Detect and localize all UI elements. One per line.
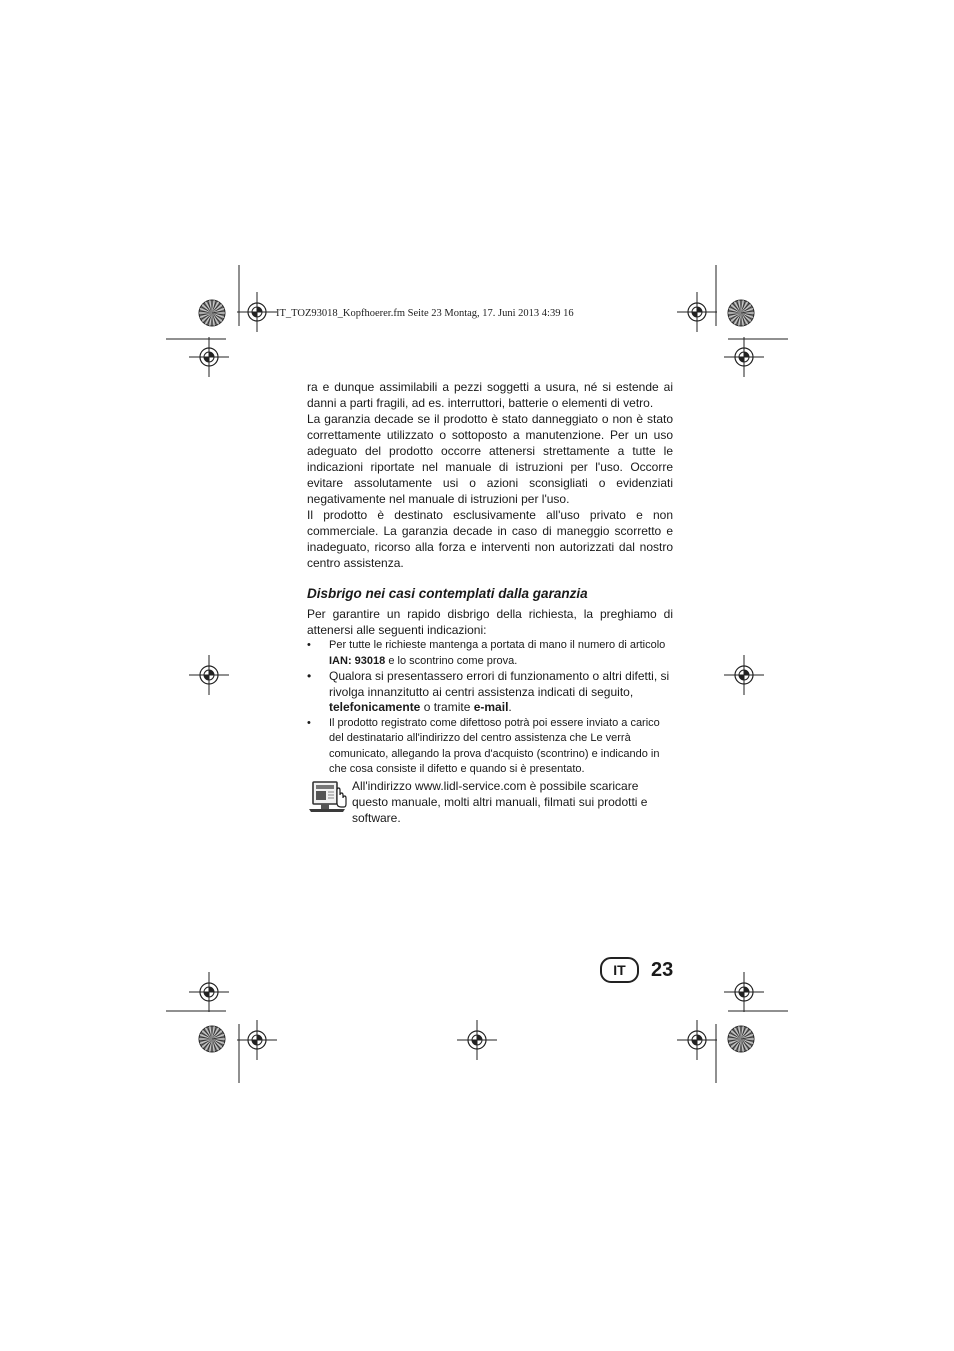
color-star-target-icon [728,300,754,326]
registration-crosshair-icon [457,1020,497,1060]
section-heading: Disbrigo nei casi contemplati dalla garanzia [307,586,588,601]
email-contact: e-mail [473,700,509,714]
ian-number: IAN: 93018 [329,654,386,667]
registration-crosshair-icon [189,337,229,377]
phone-contact: telefonicamente [329,700,421,714]
page-content [307,379,673,826]
paragraph-private-use: Il prodotto è destinato esclusivamente all'uso privato e non commerciale. La garanzia decade in caso di maneggio scorretto e inadeguato, ricorso alla forza e interventi non autorizzati dal nostro centro assistenza. [307,508,673,570]
paragraph-warranty-void: La garanzia decade se il prodotto è stato danneggiato o non è stato correttamente utilizzato o sottoposto a manutenzione. Per un uso adeguato del prodotto occorre attenersi strettamente a tutte le indicazioni riportate nel manuale di istruzioni per l'uso. Occorre evitare assolutamente usi o azioni sconsigliati o evidenziati negativamente nel manuale di istruzioni per l'uso. [307,412,673,506]
bullet: • [307,716,311,729]
page-footer [600,957,673,983]
file-info-header: IT_TOZ93018_Kopfhoerer.fm Seite 23 Montag, 17. Juni 2013 4:39 16 [276,308,574,319]
instruction-list [307,638,673,778]
language-badge: IT [600,957,639,983]
registration-crosshair-icon [237,1020,277,1060]
registration-crosshair-icon [237,292,277,332]
bullet: • [307,669,312,683]
registration-crosshair-icon [189,655,229,695]
web-note [307,778,673,826]
registration-crosshair-icon [724,655,764,695]
registration-crosshair-icon [189,972,229,1012]
list-item: • Qualora si presentassero errori di funzionamento o altri difetti, si rivolga innanzitutto ai centri assistenza indicati di seguito, telefonicamente o tramite e-mail. [307,669,670,714]
registration-crosshair-icon [677,1020,717,1060]
bullet: • [307,639,311,651]
list-item: • Per tutte le richieste mantenga a portata di mano il numero di articolo IAN: 93018 e lo scontrino come prova. [307,639,666,667]
list-item: • Il prodotto registrato come difettoso potrà poi essere inviato a carico del destinatario all'indirizzo del centro assistenza che Le verrà comunicato, allegando la prova d'acquisto (scontrino) e indicando in che cosa consiste il difetto e quando si è presentato. [307,716,660,775]
registration-crosshair-icon [724,972,764,1012]
web-note-text: All'indirizzo www.lidl-service.com è possibile scaricare questo manuale, molti altri manuali, filmati sui prodotti e software. [352,778,648,825]
computer-monitor-with-hand-cursor-icon [307,779,347,813]
registration-crosshair-icon [724,337,764,377]
color-star-target-icon [728,1026,754,1052]
color-star-target-icon [199,1026,225,1052]
color-star-target-icon [199,300,225,326]
page-number: 23 [651,958,674,981]
registration-crosshair-icon [677,292,717,332]
paragraph-wear-parts: ra e dunque assimilabili a pezzi soggetti a usura, né si estende ai danni a parti fragili, ad es. interruttori, batterie o elementi di vetro. [307,380,673,410]
section-intro: Per garantire un rapido disbrigo della richiesta, la preghiamo di attenersi alle seguenti indicazioni: [307,607,673,637]
